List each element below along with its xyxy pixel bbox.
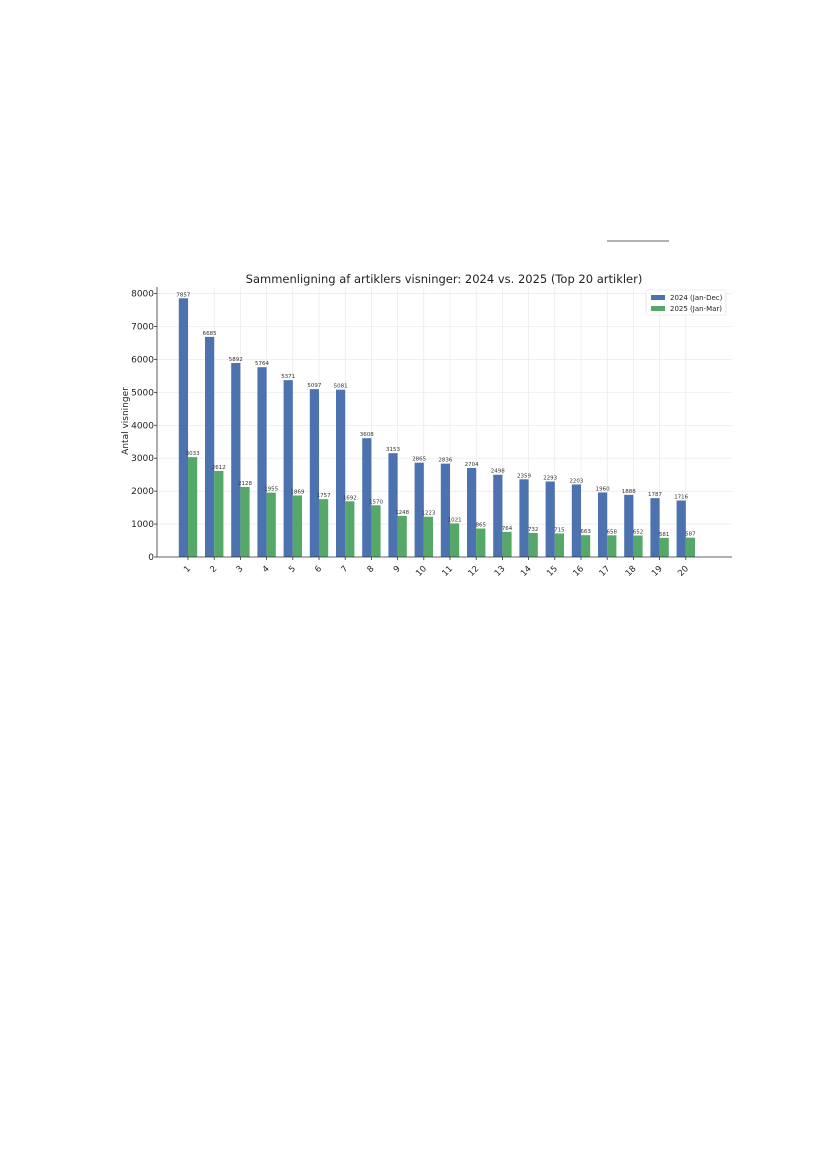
bar-2025-20 — [686, 538, 695, 557]
x-tick-label-13: 13 — [492, 564, 508, 579]
bar-2024-14 — [519, 479, 528, 557]
bar-2025-12 — [476, 529, 485, 557]
bar-2024-20 — [677, 500, 686, 557]
bar-2025-5 — [293, 495, 302, 557]
data-label-2024-19: 1787 — [648, 492, 662, 499]
bar-2025-18 — [633, 536, 642, 557]
legend-label-2024: 2024 (Jan-Dec) — [670, 294, 723, 302]
data-label-2025-8: 1570 — [369, 499, 383, 506]
data-label-2024-9: 3153 — [386, 447, 400, 454]
data-label-2025-2: 2612 — [211, 464, 226, 471]
x-tick-label-16: 16 — [571, 564, 587, 579]
data-label-2024-20: 1716 — [674, 494, 689, 501]
data-label-2025-17: 658 — [606, 529, 618, 536]
x-tick-label-8: 8 — [365, 564, 377, 575]
data-label-2024-15: 2293 — [543, 475, 558, 482]
data-label-2025-6: 1757 — [316, 493, 331, 500]
bar-2025-1 — [188, 457, 197, 557]
y-tick-label-2000: 2000 — [131, 487, 154, 498]
bar-2024-16 — [572, 484, 581, 557]
data-label-2025-12: 865 — [475, 522, 487, 529]
bar-2024-9 — [388, 453, 397, 557]
data-label-2024-16: 2203 — [569, 478, 584, 485]
bar-2025-13 — [502, 532, 511, 557]
data-label-2024-18: 1888 — [621, 488, 636, 495]
bar-2024-12 — [467, 468, 476, 557]
data-label-2025-3: 2128 — [238, 480, 252, 487]
y-tick-label-4000: 4000 — [131, 421, 154, 432]
bar-2025-6 — [319, 499, 328, 557]
data-label-2025-13: 764 — [501, 525, 513, 532]
x-tick-label-6: 6 — [313, 564, 325, 575]
bar-2025-16 — [581, 535, 590, 557]
bar-2025-8 — [371, 505, 380, 557]
bar-2024-2 — [205, 337, 214, 557]
x-tick-label-11: 11 — [440, 564, 456, 579]
bar-2025-17 — [607, 535, 616, 557]
bar-2024-8 — [362, 438, 371, 557]
legend — [646, 290, 726, 315]
data-label-2024-17: 1960 — [595, 486, 610, 493]
x-tick-label-2: 2 — [208, 564, 220, 575]
data-label-2025-4: 1955 — [264, 486, 279, 493]
y-tick-label-7000: 7000 — [131, 322, 154, 333]
data-label-2024-7: 5081 — [333, 383, 348, 390]
x-tick-label-12: 12 — [466, 564, 482, 579]
x-tick-label-9: 9 — [391, 564, 403, 575]
bar-2024-11 — [441, 464, 450, 557]
data-label-2024-14: 2359 — [517, 473, 531, 480]
data-label-2024-3: 5892 — [228, 356, 243, 363]
bar-2024-15 — [546, 481, 555, 557]
bar-2024-19 — [650, 498, 659, 557]
data-label-2024-10: 2865 — [412, 456, 427, 463]
bar-2024-18 — [624, 495, 633, 557]
x-tick-label-1: 1 — [182, 564, 194, 575]
data-label-2024-8: 3608 — [359, 432, 374, 439]
data-label-2025-20: 587 — [685, 531, 696, 538]
y-tick-label-0: 0 — [148, 553, 154, 563]
x-tick-label-19: 19 — [649, 564, 665, 579]
x-tick-label-5: 5 — [287, 564, 298, 575]
chart-title: Sammenligning af artiklers visninger: 2024 vs. 2025 (Top 20 artikler) — [245, 272, 643, 286]
legend-swatch-2024 — [651, 295, 665, 300]
data-label-2024-4: 5764 — [255, 361, 269, 368]
y-axis-label: Antal visninger — [121, 387, 131, 455]
bar-2025-3 — [240, 487, 249, 557]
bar-2025-7 — [345, 501, 354, 557]
data-label-2025-16: 663 — [580, 529, 591, 536]
data-labels-layer — [176, 292, 696, 538]
data-label-2024-13: 2498 — [490, 468, 505, 475]
bar-2024-4 — [257, 367, 266, 557]
bar-2025-19 — [660, 538, 669, 557]
data-label-2024-1: 7857 — [176, 292, 191, 299]
x-tick-label-17: 17 — [597, 564, 613, 579]
x-tick-label-18: 18 — [623, 564, 639, 579]
y-tick-label-3000: 3000 — [131, 454, 154, 465]
data-label-2024-6: 5097 — [307, 383, 322, 390]
legend-swatch-2025 — [651, 306, 665, 311]
data-label-2025-9: 1248 — [395, 509, 410, 516]
data-label-2025-18: 652 — [632, 529, 644, 536]
bar-2025-15 — [555, 533, 564, 557]
bar-2024-5 — [284, 380, 293, 557]
data-label-2025-14: 732 — [527, 526, 539, 533]
x-tick-label-20: 20 — [676, 564, 691, 579]
bar-2024-13 — [493, 475, 502, 557]
legend-label-2025: 2025 (Jan-Mar) — [670, 305, 723, 313]
bar-2025-10 — [424, 517, 433, 557]
data-label-2024-11: 2836 — [438, 457, 453, 464]
data-label-2024-5: 5371 — [281, 374, 296, 381]
data-label-2025-10: 1223 — [421, 510, 436, 517]
x-tick-label-3: 3 — [234, 564, 246, 575]
data-label-2024-12: 2704 — [464, 461, 479, 468]
x-tick-label-7: 7 — [339, 564, 351, 575]
bar-2025-4 — [267, 493, 276, 557]
bar-2024-17 — [598, 492, 607, 557]
x-tick-label-15: 15 — [545, 564, 560, 579]
data-label-2025-7: 1692 — [342, 495, 357, 502]
x-tick-label-14: 14 — [518, 564, 534, 579]
data-label-2025-15: 715 — [554, 527, 565, 534]
x-tick-label-10: 10 — [414, 564, 429, 579]
bar-2025-11 — [450, 523, 459, 557]
bar-2024-1 — [179, 298, 188, 557]
bar-2024-3 — [231, 363, 240, 557]
data-label-2024-2: 6685 — [202, 330, 217, 337]
x-tick-label-4: 4 — [260, 564, 272, 575]
bar-2024-6 — [310, 389, 319, 557]
data-label-2025-5: 1869 — [290, 489, 305, 496]
data-label-2025-11: 1021 — [447, 517, 462, 524]
y-tick-label-8000: 8000 — [131, 289, 154, 300]
data-label-2025-1: 3033 — [185, 451, 200, 458]
y-tick-label-5000: 5000 — [131, 388, 154, 399]
y-tick-label-1000: 1000 — [131, 520, 154, 531]
bar-2025-2 — [214, 471, 223, 557]
bar-2025-9 — [398, 516, 407, 557]
bars-layer — [179, 298, 695, 557]
y-tick-label-6000: 6000 — [131, 355, 154, 366]
bar-2025-14 — [529, 533, 538, 557]
bar-2024-7 — [336, 390, 345, 557]
data-label-2025-19: 581 — [658, 531, 670, 538]
